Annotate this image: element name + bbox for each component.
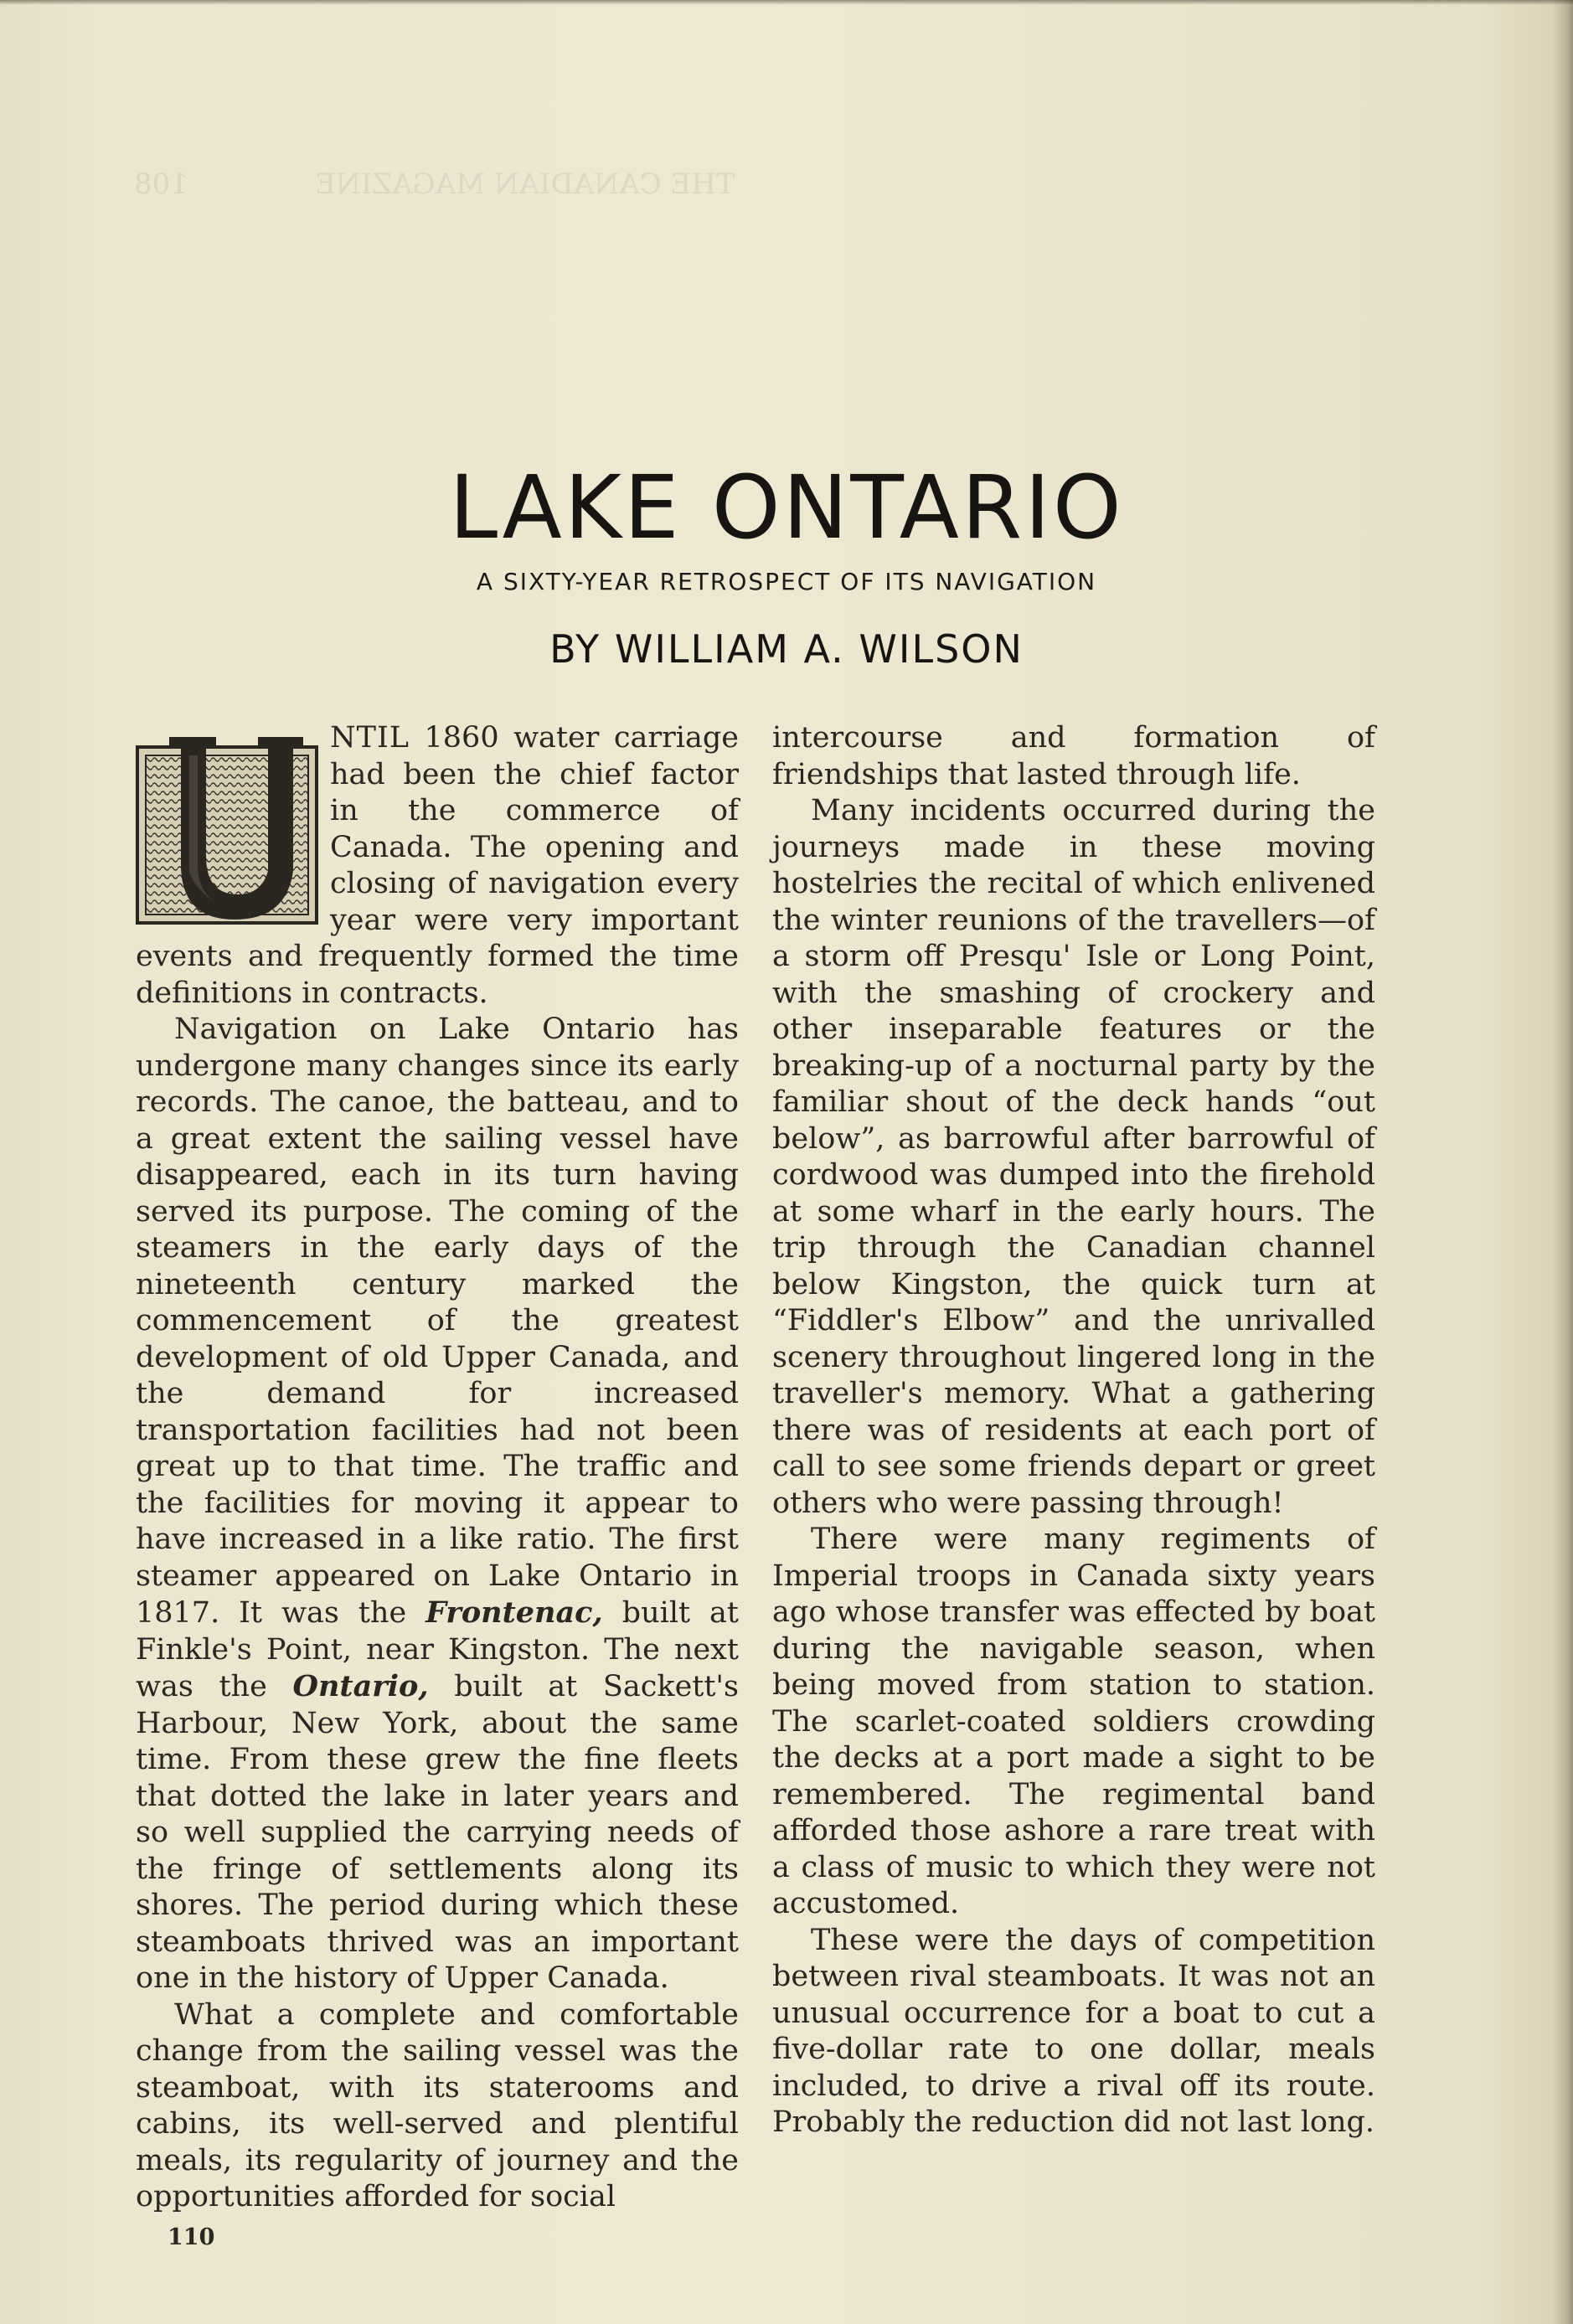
decorative-initial-u-icon: [136, 730, 318, 925]
column-left: [136, 720, 739, 2216]
paragraph-6: These were the days of competition between rival steamboats. It was not an unusual occurrence for a boat to cut a five-dollar rate to one dollar, meals included, to drive a rival off its route. Probably the reduction did not last long.: [772, 1923, 1375, 2139]
article-subtitle: A SIXTY-YEAR RETROSPECT OF ITS NAVIGATION: [476, 568, 1097, 595]
ship-name-ontario: Ontario,: [292, 1669, 429, 1703]
paragraph-2-text-a: Navigation on Lake Ontario has undergone many changes since its early records. The canoe, the batteau, and to a great extent the sailing vessel have disappeared, each in its turn having served its purpose. The coming of the steamers in the early days of the nineteenth century marked the commencement of the greatest development of old Upper Canada, and the demand for increased transportation facilities had not been great up to that time. The traffic and the facilities for moving it appear to have increased in a like ratio. The first steamer appeared on Lake Ontario in 1817. It was the: [136, 1013, 739, 1630]
paragraph-1: [136, 720, 739, 1012]
ship-name-frontenac: Frontenac,: [425, 1595, 603, 1630]
paragraph-3: What a complete and comfortable change from the sailing vessel was the steamboat, with its staterooms and cabins, its well-served and plentiful meals, its regularity of journey and the opportunities afforded for social: [136, 1997, 739, 2213]
show-through-text: THE CANADIAN MAGAZINE 108: [134, 167, 735, 201]
page-top-edge: [0, 0, 1573, 5]
column-right: [772, 720, 1375, 2141]
page-right-edge-shadow: [1551, 0, 1573, 2324]
first-word: NTIL: [330, 721, 410, 755]
paragraph-2-text-b: built at Finkle's Point, near Kingston. The next was the: [136, 1596, 739, 1703]
paragraph-4: Many incidents occurred during the journeys made in these moving hostelries the recital of which enlivened the winter reunions of the travellers—of a storm off Presqu' Isle or Long Point, with the smashing of crockery and other inseparable features or the breaking-up of a nocturnal party by the familiar shout of the deck hands “out below”, as barrowful after barrowful of cordwood was dumped into the firehold at some wharf in the early hours. The trip through the Canadian channel below Kingston, the quick turn at “Fiddler's Elbow” and the unrivalled scenery throughout lingered long in the traveller's memory. What a gathering there was of residents at each port of call to see some friends depart or greet others who were passing through!: [772, 794, 1375, 1520]
paragraph-2: [136, 1012, 739, 1997]
paragraph-3-continued: intercourse and formation of friendships that lasted through life.: [772, 721, 1375, 791]
paragraph-2-text-c: built at Sackett's Harbour, New York, about the same time. From these grew the fine fleets that dotted the lake in later years and so well supplied the carrying needs of the fringe of settlements along its shores. The period during which these steamboats thrived was an important one in the history of Upper Canada.: [136, 1670, 739, 1995]
page-number: 110: [168, 2224, 215, 2250]
article-title: LAKE ONTARIO: [449, 456, 1124, 559]
article-byline: BY WILLIAM A. WILSON: [549, 626, 1024, 672]
paragraph-5: There were many regiments of Imperial troops in Canada sixty years ago whose transfer was effected by boat during the navigable season, when being moved from station to station. The scarlet-coated soldiers crowding the decks at a port made a sight to be remembered. The regimental band afforded those ashore a rare treat with a class of music to which they were not accustomed.: [772, 1523, 1375, 1920]
paragraph-1-text: 1860 water carriage had been the chief factor in the commerce of Canada. The opening and closing of navigation every year were very important events and frequently formed the time definitions in contracts.: [136, 721, 739, 1010]
